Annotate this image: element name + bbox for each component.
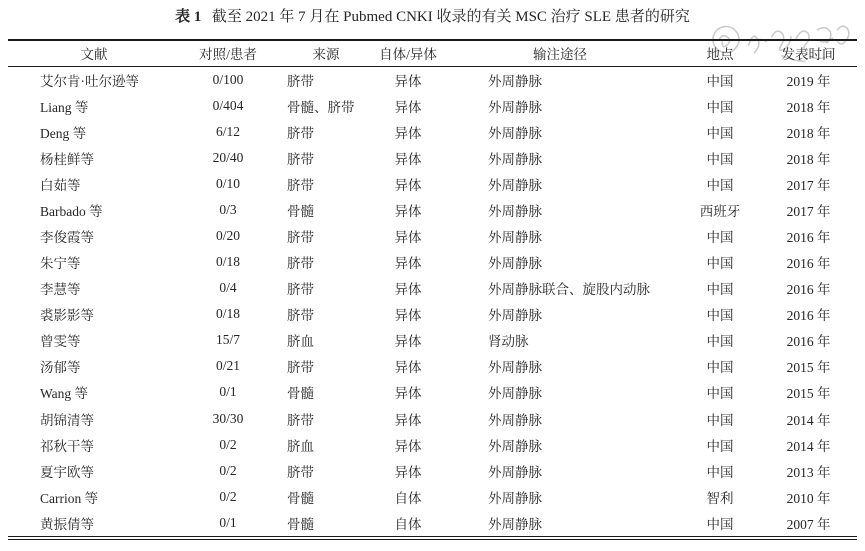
cell: 2017 年 xyxy=(786,204,831,219)
cell: 中国 xyxy=(706,412,734,428)
cell: 脐带 xyxy=(287,177,314,193)
cell: 外周静脉 xyxy=(488,230,542,246)
cell: 中国 xyxy=(706,464,734,480)
cell: 异体 xyxy=(394,360,422,376)
cell: 2010 年 xyxy=(786,490,831,506)
cell: 外周静脉 xyxy=(488,204,542,219)
table-row xyxy=(8,93,857,119)
cell: 0/2 xyxy=(219,436,237,452)
cell: 0/20 xyxy=(215,228,240,244)
cell: 2014 年 xyxy=(786,438,831,454)
cell: 脐血 xyxy=(287,438,314,454)
cell: 外周静脉 xyxy=(488,256,542,272)
cell: 2016 年 xyxy=(786,230,831,246)
column-header-4: 输注途径 xyxy=(440,41,680,66)
cell: 杨桂鲜等 xyxy=(40,151,94,167)
cell: 脐带 xyxy=(287,230,314,246)
cell: 朱宁等 xyxy=(40,256,81,272)
cell: 外周静脉 xyxy=(488,464,542,480)
cell: 骨髓 xyxy=(287,490,314,506)
cell: 外周静脉 xyxy=(488,151,542,167)
cell: 脐带 xyxy=(287,125,314,141)
cell: 脐血 xyxy=(287,334,314,350)
table-number: 表 1 xyxy=(175,9,202,25)
cell: 0/2 xyxy=(219,488,237,504)
cell: 2016 年 xyxy=(786,334,831,350)
cell: 裘影影等 xyxy=(40,308,94,324)
table-row xyxy=(8,171,857,197)
cell: 外周静脉 xyxy=(488,308,542,324)
cell: 外周静脉 xyxy=(488,177,542,193)
cell: 自体 xyxy=(394,516,422,532)
cell: 中国 xyxy=(706,230,734,246)
column-header-6: 发表时间 xyxy=(760,41,857,66)
column-header-1: 对照/患者 xyxy=(180,41,276,66)
cell: 0/18 xyxy=(215,254,240,270)
cell: 中国 xyxy=(706,177,734,193)
table-row xyxy=(8,197,857,223)
cell: 2007 年 xyxy=(786,516,831,532)
cell: 外周静脉 xyxy=(488,125,542,141)
cell: 脐带 xyxy=(287,282,314,298)
cell: 异体 xyxy=(394,282,422,298)
cell: 外周静脉 xyxy=(488,412,542,428)
cell: 骨髓 xyxy=(287,386,314,402)
cell: 曾雯等 xyxy=(40,334,81,350)
cell: 外周静脉 xyxy=(488,360,542,376)
table-row xyxy=(8,301,857,327)
cell: 异体 xyxy=(394,412,422,428)
cell: 黄振倩等 xyxy=(40,516,94,532)
cell: 异体 xyxy=(394,308,422,324)
cell: 异体 xyxy=(394,177,422,193)
cell: 中国 xyxy=(706,438,734,454)
table-row xyxy=(8,458,857,484)
cell: 异体 xyxy=(394,386,422,402)
cell: 0/1 xyxy=(219,514,237,530)
cell: 异体 xyxy=(394,438,422,454)
cell: 0/10 xyxy=(215,175,240,191)
cell: 白茹等 xyxy=(40,177,81,193)
cell: Deng 等 xyxy=(40,125,87,141)
cell: 脐带 xyxy=(287,360,314,376)
cell: 脐带 xyxy=(287,464,314,480)
cell: 2019 年 xyxy=(786,73,831,89)
cell: 2015 年 xyxy=(786,360,831,376)
table-title xyxy=(0,7,865,27)
cell: 异体 xyxy=(394,204,422,219)
cell: 李俊霞等 xyxy=(40,230,94,246)
cell: 脐带 xyxy=(287,73,314,89)
cell: 2014 年 xyxy=(786,412,831,428)
table-caption: 截至 2021 年 7 月在 Pubmed CNKI 收录的有关 MSC 治疗 SLE 患者的研究 xyxy=(211,9,690,25)
cell: 胡锦清等 xyxy=(40,412,94,428)
cell: 2013 年 xyxy=(786,464,831,480)
cell: 0/3 xyxy=(219,202,237,217)
cell: 2018 年 xyxy=(786,151,831,167)
table-row xyxy=(8,223,857,249)
table-row xyxy=(8,66,857,93)
table-body xyxy=(8,66,857,536)
cell: 异体 xyxy=(394,125,422,141)
cell: 艾尔肯·吐尔逊等 xyxy=(40,73,139,89)
table-row xyxy=(8,432,857,458)
table-row xyxy=(8,405,857,431)
table-row xyxy=(8,119,857,145)
cell: 2016 年 xyxy=(786,308,831,324)
cell: 李慧等 xyxy=(40,282,81,298)
cell: Carrion 等 xyxy=(40,490,99,506)
cell: 中国 xyxy=(706,308,734,324)
cell: 15/7 xyxy=(215,332,240,348)
column-header-0: 文献 xyxy=(8,41,180,66)
cell: 2017 年 xyxy=(786,177,831,193)
cell: 中国 xyxy=(706,151,734,167)
cell: 0/2 xyxy=(219,462,237,478)
column-header-3: 自体/异体 xyxy=(376,41,440,66)
cell: 骨髓 xyxy=(287,516,314,532)
header-row xyxy=(8,41,857,66)
table-row xyxy=(8,249,857,275)
cell: 外周静脉 xyxy=(488,490,542,506)
study-table-wrap xyxy=(8,39,857,540)
table-row xyxy=(8,327,857,353)
cell: 6/12 xyxy=(215,123,240,139)
cell: 0/100 xyxy=(212,71,244,87)
cell: 中国 xyxy=(706,99,734,115)
cell: 30/30 xyxy=(212,410,244,426)
cell: 中国 xyxy=(706,334,734,350)
cell: Wang 等 xyxy=(40,386,89,402)
cell: 骨髓、脐带 xyxy=(287,99,355,115)
cell: 肾动脉 xyxy=(488,334,529,350)
cell: 外周静脉 xyxy=(488,386,542,402)
cell: 脐带 xyxy=(287,412,314,428)
cell: 2016 年 xyxy=(786,282,831,298)
cell: 西班牙 xyxy=(699,204,741,219)
cell: 0/404 xyxy=(212,97,244,113)
cell: 中国 xyxy=(706,386,734,402)
cell: 汤郁等 xyxy=(40,360,81,376)
cell: 0/18 xyxy=(215,306,240,322)
table-header xyxy=(8,41,857,66)
table-row xyxy=(8,379,857,405)
cell: 异体 xyxy=(394,464,422,480)
cell: 异体 xyxy=(394,73,422,89)
cell: 0/1 xyxy=(219,384,237,400)
cell: 异体 xyxy=(394,256,422,272)
cell: 2018 年 xyxy=(786,125,831,141)
cell: 外周静脉联合、旋股内动脉 xyxy=(488,282,650,298)
cell: 脐带 xyxy=(287,151,314,167)
cell: 异体 xyxy=(394,230,422,246)
cell: 异体 xyxy=(394,334,422,350)
cell: 异体 xyxy=(394,151,422,167)
cell: 外周静脉 xyxy=(488,73,542,89)
cell: 自体 xyxy=(394,490,422,506)
cell: 中国 xyxy=(706,516,734,532)
cell: 外周静脉 xyxy=(488,99,542,115)
column-header-2: 来源 xyxy=(276,41,376,66)
cell: Barbado 等 xyxy=(40,204,103,219)
table-row xyxy=(8,353,857,379)
cell: 中国 xyxy=(706,360,734,376)
cell: 2015 年 xyxy=(786,386,831,402)
cell: 祁秋干等 xyxy=(40,438,94,454)
cell: 2018 年 xyxy=(786,99,831,115)
cell: 骨髓 xyxy=(287,204,314,219)
cell: 中国 xyxy=(706,256,734,272)
cell: 脐带 xyxy=(287,256,314,272)
cell: 0/4 xyxy=(219,280,237,296)
table-row xyxy=(8,510,857,536)
cell: 2016 年 xyxy=(786,256,831,272)
column-header-5: 地点 xyxy=(680,41,760,66)
table-row xyxy=(8,145,857,171)
cell: 脐带 xyxy=(287,308,314,324)
study-table xyxy=(8,41,857,536)
cell: 中国 xyxy=(706,73,734,89)
table-row xyxy=(8,275,857,301)
table-row xyxy=(8,484,857,510)
cell: 夏宇欧等 xyxy=(40,464,94,480)
cell: 20/40 xyxy=(212,149,244,165)
cell: 智利 xyxy=(706,490,734,506)
cell: 外周静脉 xyxy=(488,438,542,454)
cell: Liang 等 xyxy=(40,99,89,115)
cell: 0/21 xyxy=(215,358,240,374)
cell: 中国 xyxy=(706,125,734,141)
cell: 外周静脉 xyxy=(488,516,542,532)
cell: 异体 xyxy=(394,99,422,115)
cell: 中国 xyxy=(706,282,734,298)
